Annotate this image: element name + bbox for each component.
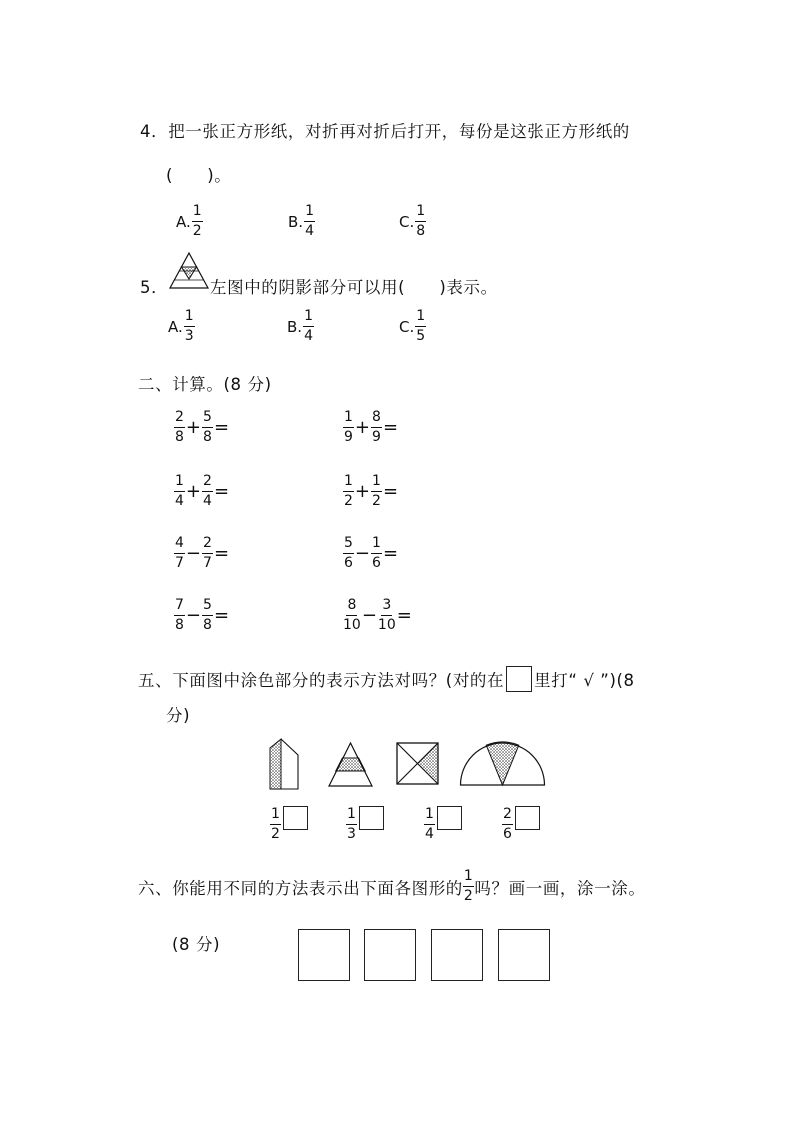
- calc-fraction: $\frac{7}{8}$: [175, 597, 184, 633]
- figure-label-3: [424, 806, 435, 843]
- label-fraction: $\frac{2}{6}$: [503, 806, 512, 842]
- label-fraction: $\frac{1}{4}$: [425, 806, 434, 842]
- drawing-square-2[interactable]: [364, 929, 416, 981]
- calc-operator: +: [354, 481, 371, 502]
- figure-label-2: [346, 806, 357, 843]
- calc-problem: [343, 597, 413, 634]
- answer-box-2[interactable]: [359, 806, 384, 830]
- calc-equals: =: [213, 543, 230, 564]
- option-fraction: $\frac{1}{3}$: [184, 308, 194, 344]
- calc-operator: −: [361, 605, 377, 626]
- calc-problem: [343, 473, 399, 510]
- q5-triangle-figure: [168, 251, 210, 291]
- calc-fraction: $\frac{5}{6}$: [344, 535, 353, 571]
- calc-fraction: $\frac{4}{7}$: [175, 535, 184, 571]
- calc-equals: =: [213, 481, 230, 502]
- label-fraction: $\frac{1}{2}$: [271, 806, 280, 842]
- calc-problem: [174, 409, 230, 446]
- option-letter: B.: [287, 317, 303, 336]
- calc-operator: −: [185, 543, 202, 564]
- calc-problem: [343, 409, 399, 446]
- drawing-square-3[interactable]: [431, 929, 483, 981]
- figure-square-diagonals: [396, 742, 440, 786]
- figure-label-1: [270, 806, 281, 843]
- section2-title: 二、计算。(8 分): [138, 375, 272, 394]
- calc-operator: +: [185, 417, 202, 438]
- calc-operator: −: [185, 605, 202, 626]
- figure-triangle-band: [327, 742, 375, 788]
- calc-equals: =: [382, 481, 399, 502]
- option-letter: B.: [288, 212, 304, 231]
- calc-fraction: $\frac{3}{10}$: [377, 597, 396, 633]
- q5-option-c[interactable]: [399, 308, 426, 345]
- calc-fraction: $\frac{5}{8}$: [203, 597, 212, 633]
- calc-fraction: $\frac{2}{4}$: [203, 473, 212, 509]
- section6-score: (8 分): [172, 935, 221, 954]
- figure-house-shape: [269, 737, 301, 791]
- figure-label-4: [502, 806, 513, 843]
- section5-title-part1: 五、下面图中涂色部分的表示方法对吗？(对的在: [138, 671, 505, 690]
- calc-operator: +: [185, 481, 202, 502]
- q5-number: 5．: [140, 278, 169, 297]
- figure-semicircle-sector: [460, 742, 546, 788]
- calc-fraction: $\frac{1}{4}$: [175, 473, 184, 509]
- option-fraction: $\frac{1}{4}$: [304, 308, 313, 344]
- option-letter: C.: [399, 317, 415, 336]
- q5-option-b[interactable]: [287, 308, 314, 345]
- option-fraction: $\frac{1}{4}$: [305, 203, 314, 239]
- answer-box-sample: [506, 666, 532, 692]
- calc-equals: =: [382, 543, 399, 564]
- calc-fraction: $\frac{1}{2}$: [372, 473, 381, 509]
- calc-fraction: $\frac{1}{6}$: [372, 535, 381, 571]
- section5-title: [138, 666, 635, 692]
- option-fraction: $\frac{1}{2}$: [192, 203, 202, 239]
- section6-title-part1: 六、你能用不同的方法表示出下面各图形的: [138, 878, 463, 898]
- calc-fraction: $\frac{1}{2}$: [344, 473, 353, 509]
- answer-box-3[interactable]: [437, 806, 462, 830]
- calc-fraction: $\frac{2}{8}$: [175, 409, 184, 445]
- option-fraction: $\frac{1}{5}$: [416, 308, 426, 344]
- option-letter: A.: [176, 212, 191, 231]
- option-fraction: $\frac{1}{8}$: [416, 203, 426, 239]
- section6-title: [138, 868, 645, 905]
- q4-option-a[interactable]: [176, 203, 203, 240]
- calc-equals: =: [213, 605, 230, 626]
- option-letter: C.: [399, 212, 415, 231]
- q4-option-c[interactable]: [399, 203, 426, 240]
- calc-fraction: $\frac{8}{10}$: [343, 597, 361, 633]
- section6-title-part2: 吗？画一画，涂一涂。: [474, 878, 646, 898]
- drawing-square-1[interactable]: [298, 929, 350, 981]
- calc-problem: [174, 597, 230, 634]
- calc-equals: =: [396, 605, 412, 626]
- q4-blank: ( )。: [166, 166, 232, 185]
- label-fraction: $\frac{1}{3}$: [347, 806, 356, 842]
- q4-text: 把一张正方形纸，对折再对折后打开，每份是这张正方形纸的: [168, 122, 630, 141]
- calc-equals: =: [213, 417, 230, 438]
- calc-fraction: $\frac{2}{7}$: [203, 535, 212, 571]
- q5-option-a[interactable]: [168, 308, 195, 345]
- option-letter: A.: [168, 317, 183, 336]
- calc-operator: +: [354, 417, 371, 438]
- section5-title-part2: 里打“ √ ”)(8: [534, 671, 635, 690]
- calc-fraction: $\frac{8}{9}$: [372, 409, 381, 445]
- calc-problem: [174, 473, 230, 510]
- section6-fraction: $\frac{1}{2}$: [463, 868, 474, 904]
- q4-option-b[interactable]: [288, 203, 315, 240]
- q4-number: 4．: [140, 122, 169, 141]
- calc-equals: =: [382, 417, 399, 438]
- drawing-square-4[interactable]: [498, 929, 550, 981]
- calc-problem: [174, 535, 230, 572]
- q4-line: [140, 118, 630, 142]
- answer-box-1[interactable]: [283, 806, 308, 830]
- calc-fraction: $\frac{5}{8}$: [203, 409, 212, 445]
- calc-problem: [343, 535, 399, 572]
- calc-operator: −: [354, 543, 371, 564]
- answer-box-4[interactable]: [515, 806, 540, 830]
- q5-text: 左图中的阴影部分可以用( )表示。: [210, 278, 498, 297]
- calc-fraction: $\frac{1}{9}$: [344, 409, 353, 445]
- section5-title-line2: 分): [166, 706, 191, 725]
